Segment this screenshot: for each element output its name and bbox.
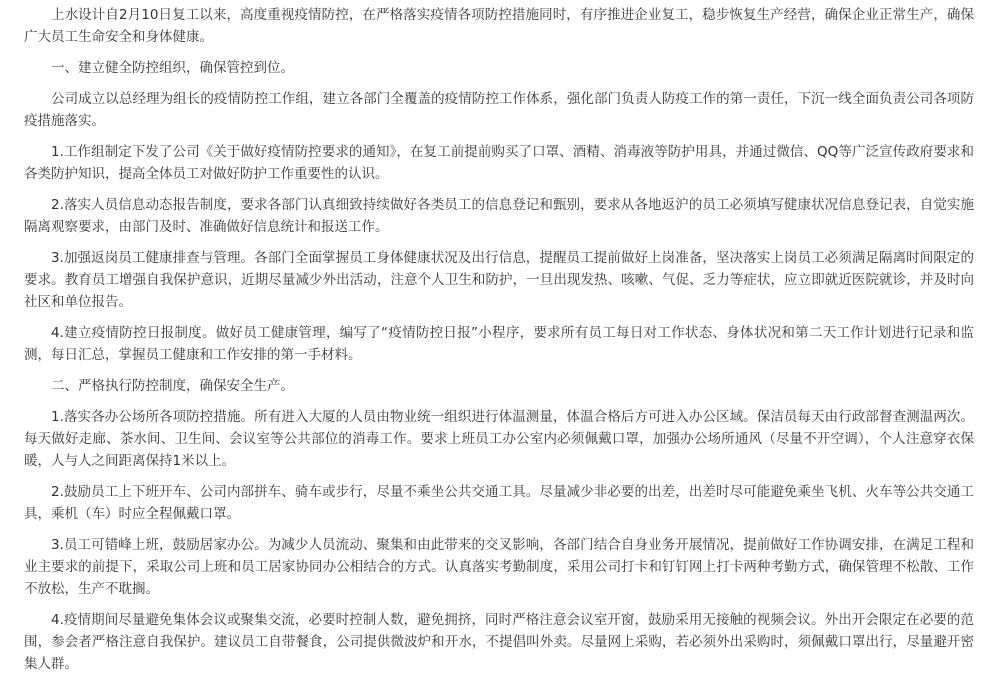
section-1-item-1: 1.工作组制定下发了公司《关于做好疫情防控要求的通知》，在复工前提前购买了口罩、酒精、消毒液等防护用具，并通过微信、QQ等广泛宣传政府要求和各类防护知识，提高全体员工对做好防护工作重要性的认识。: [24, 144, 974, 182]
section-2-item-4: 4.疫情期间尽量避免集体会议或聚集交流，必要时控制人数，避免拥挤，同时严格注意会议室开窗，鼓励采用无接触的视频会议。外出开会限定在必要的范围，参会者严格注意自我保护。建议员工自带餐食，公司提供微波炉和开水，不提倡叫外卖。尽量网上采购，若必须外出采购时，须佩戴口罩出行，尽量避开密集人群。: [24, 612, 974, 672]
section-2-item-3: 3.员工可错峰上班，鼓励居家办公。为减少人员流动、聚集和由此带来的交叉影响，各部门结合自身业务开展情况，提前做好工作协调安排，在满足工程和业主要求的前提下，采取公司上班和员工居家协同办公相结合的方式。认真落实考勤制度，采用公司打卡和钉钉网上打卡两种考勤方式，确保管理不松散、工作不放松，生产不耽搁。: [24, 537, 974, 597]
section-1-intro: 公司成立以总经理为组长的疫情防控工作组，建立各部门全覆盖的疫情防控工作体系，强化部门负责人防疫工作的第一责任，下沉一线全面负责公司各项防疫措施落实。: [24, 91, 974, 129]
section-1-item-2: 2.落实人员信息动态报告制度，要求各部门认真细致持续做好各类员工的信息登记和甄别，要求从各地返沪的员工必须填写健康状况信息登记表，自觉实施隔离观察要求，由部门及时、准确做好信息统计和报送工作。: [24, 197, 974, 235]
section-heading-2: 二、严格执行防控制度，确保安全生产。: [51, 378, 294, 394]
section-1-item-4: 4.建立疫情防控日报制度。做好员工健康管理，编写了“疫情防控日报”小程序，要求所有员工每日对工作状态、身体状况和第二天工作计划进行记录和监测，每日汇总，掌握员工健康和工作安排的第一手材料。: [24, 325, 974, 363]
section-2-item-1: 1.落实各办公场所各项防控措施。所有进入大厦的人员由物业统一组织进行体温测量，体温合格后方可进入办公区域。保洁员每天由行政部督查测温两次。每天做好走廊、茶水间、卫生间、会议室等公共部位的消毒工作。要求上班员工办公室内必须佩戴口罩，加强办公场所通风（尽量不开空调），个人注意穿衣保暖，人与人之间距离保持1米以上。: [24, 409, 974, 469]
section-1-item-3: 3.加强返岗员工健康排查与管理。各部门全面掌握员工身体健康状况及出行信息，提醒员工提前做好上岗准备，坚决落实上岗员工必须满足隔离时间限定的要求。教育员工增强自我保护意识，近期尽量减少外出活动，注意个人卫生和防护，一旦出现发热、咳嗽、气促、乏力等症状，应立即就近医院就诊，并及时向社区和单位报告。: [24, 250, 974, 310]
section-heading-1: 一、建立健全防控组织，确保管控到位。: [51, 60, 294, 76]
intro-paragraph: 上水设计自2月10日复工以来，高度重视疫情防控，在严格落实疫情各项防控措施同时，有序推进企业复工，稳步恢复生产经营，确保企业正常生产，确保广大员工生命安全和身体健康。: [24, 7, 974, 45]
section-2-item-2: 2.鼓励员工上下班开车、公司内部拼车、骑车或步行，尽量不乘坐公共交通工具。尽量减少非必要的出差，出差时尽可能避免乘坐飞机、火车等公共交通工具，乘机（车）时应全程佩戴口罩。: [24, 484, 974, 522]
